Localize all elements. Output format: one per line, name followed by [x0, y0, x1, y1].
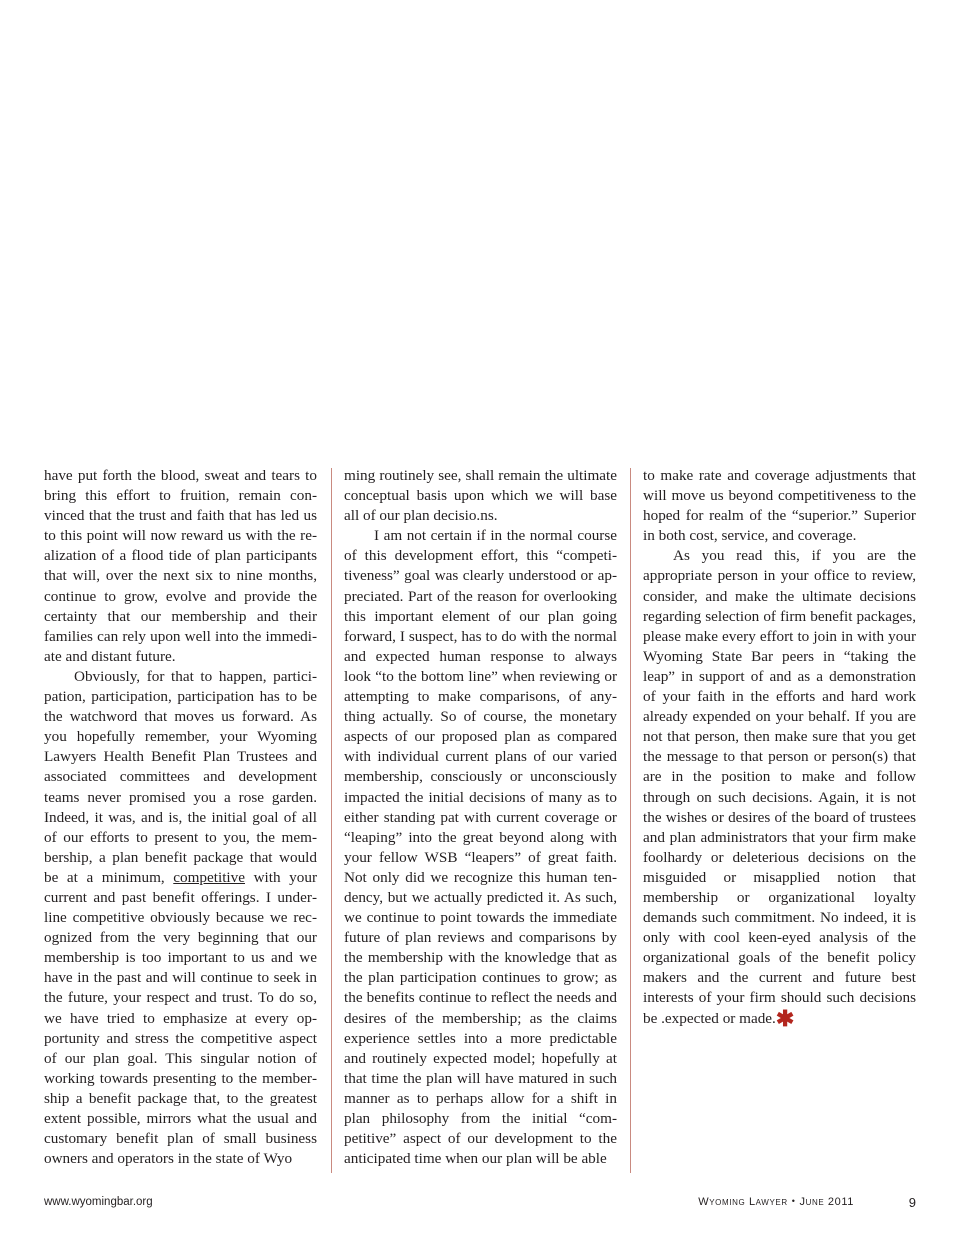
page-number: 9: [908, 1195, 916, 1210]
article-column-3: [643, 466, 916, 1029]
paragraph: I am not certain if in the normal course of this development effort, this “competitiveness” goal was clearly understood or appreciated. Part of the reason for overlooking this important element of our plan going forward, I suspect, has to do with the normal and expected human response to always look “to the bottom line” when reviewing or attempting to make comparisons, of anything actually. So of course, the monetary aspects of our proposed plan as compared with individual current plans of our varied membership, consciously or unconsciously impacted the initial decisions of many as to either standing pat with current coverage or “leaping” into the great beyond along with your fellow WSB “leapers” of great faith. Not only did we recognize this human tendency, but we actually predicted it. As such, we continue to point towards the immediate future of plan reviews and comparisons by the membership with the knowledge that as the plan participation continues to grow; as the benefits continue to reflect the needs and desires of the membership; as the claims experience settles into a more predictable and routinely expected model; hopefully at that time the plan will have matured in such manner as to perhaps allow for a shift in plan philosophy from the initial “competitive” aspect of our development to the anticipated time when our plan will be able: [344, 527, 617, 1168]
paragraph: have put forth the blood, sweat and tears to bring this effort to fruition, remain convinced that the trust and faith that has led us to this point will now reward us with the realization of a flood tide of plan participants that will, over the next six to nine months, continue to grow, evolve and provide the certainty that our membership and their families can rely upon well into the immediate and distant future.: [44, 467, 317, 665]
article-column-1: [44, 466, 317, 1169]
paragraph: to make rate and coverage adjustments that will move us beyond competitiveness to the hoped for realm of the “superior.” Superior in both cost, service, and coverage.: [643, 467, 916, 545]
paragraph: [643, 546, 916, 1031]
paragraph-text: As you read this, if you are the appropriate person in your office to review, consider, and make the ultimate decisions regarding selection of firm benefit packages, please make every effort to join in with your Wyoming State Bar peers in “taking the leap” in support of and as a demonstration of your faith in the efforts and hard work already expended on your behalf. If you are not that person, then make sure that you get the message to that person or person(s) that are in the position to make and follow through on such decisions. Again, it is not the wishes or desires of the board of trustees and plan administrators that your firm make foolhardy or deleterious decisions on the misguided or misapplied notion that membership or organizational loyalty demands such commitment. No indeed, it is only with cool keen-eyed analysis of the organizational goals of the benefit policy makers and the current and future best interests of your firm should such decisions be .expected or made.: [643, 547, 916, 1027]
column-divider: [630, 468, 631, 1173]
issue-date: June 2011: [799, 1196, 854, 1208]
underlined-word: competitive: [173, 868, 245, 886]
footer-publication: [698, 1196, 854, 1208]
paragraph-text: Obviously, for that to happen, participation, participation, participation has to be the watchword that moves us forward. As you hopefully remember, your Wyoming Lawyers Health Benefit Plan Trustees and associated committees and development teams never promised you a rose garden. Indeed, it was, and is, the initial goal of all of our efforts to present to you, the membership, a plan benefit package that would be at a minimum,: [44, 667, 317, 886]
asterisk-end-icon: ✱: [775, 1005, 795, 1031]
bullet-separator: •: [791, 1196, 796, 1206]
article-column-2: [344, 466, 617, 1169]
column-divider: [331, 468, 332, 1173]
paragraph-text: with your current and past benefit offerings. I underline competitive obviously because we recognized from the very beginning that our membership is too important to us and we have in the past and will continue to seek in the future, your respect and trust. To do so, we have tried to emphasize at every opportunity and stress the competitive aspect of our plan goal. This singular notion of working towards presenting to the membership a benefit package that, to the greatest extent possible, mirrors what the usual and customary benefit plan of small business owners and operators in the state of Wyo: [44, 868, 318, 1168]
publication-name: Wyoming Lawyer: [698, 1196, 788, 1208]
paragraph: [44, 667, 317, 1169]
paragraph: ming routinely see, shall remain the ultimate conceptual basis upon which we will base all of our plan decisio.ns.: [344, 467, 617, 525]
footer-website-link[interactable]: www.wyomingbar.org: [44, 1196, 153, 1208]
